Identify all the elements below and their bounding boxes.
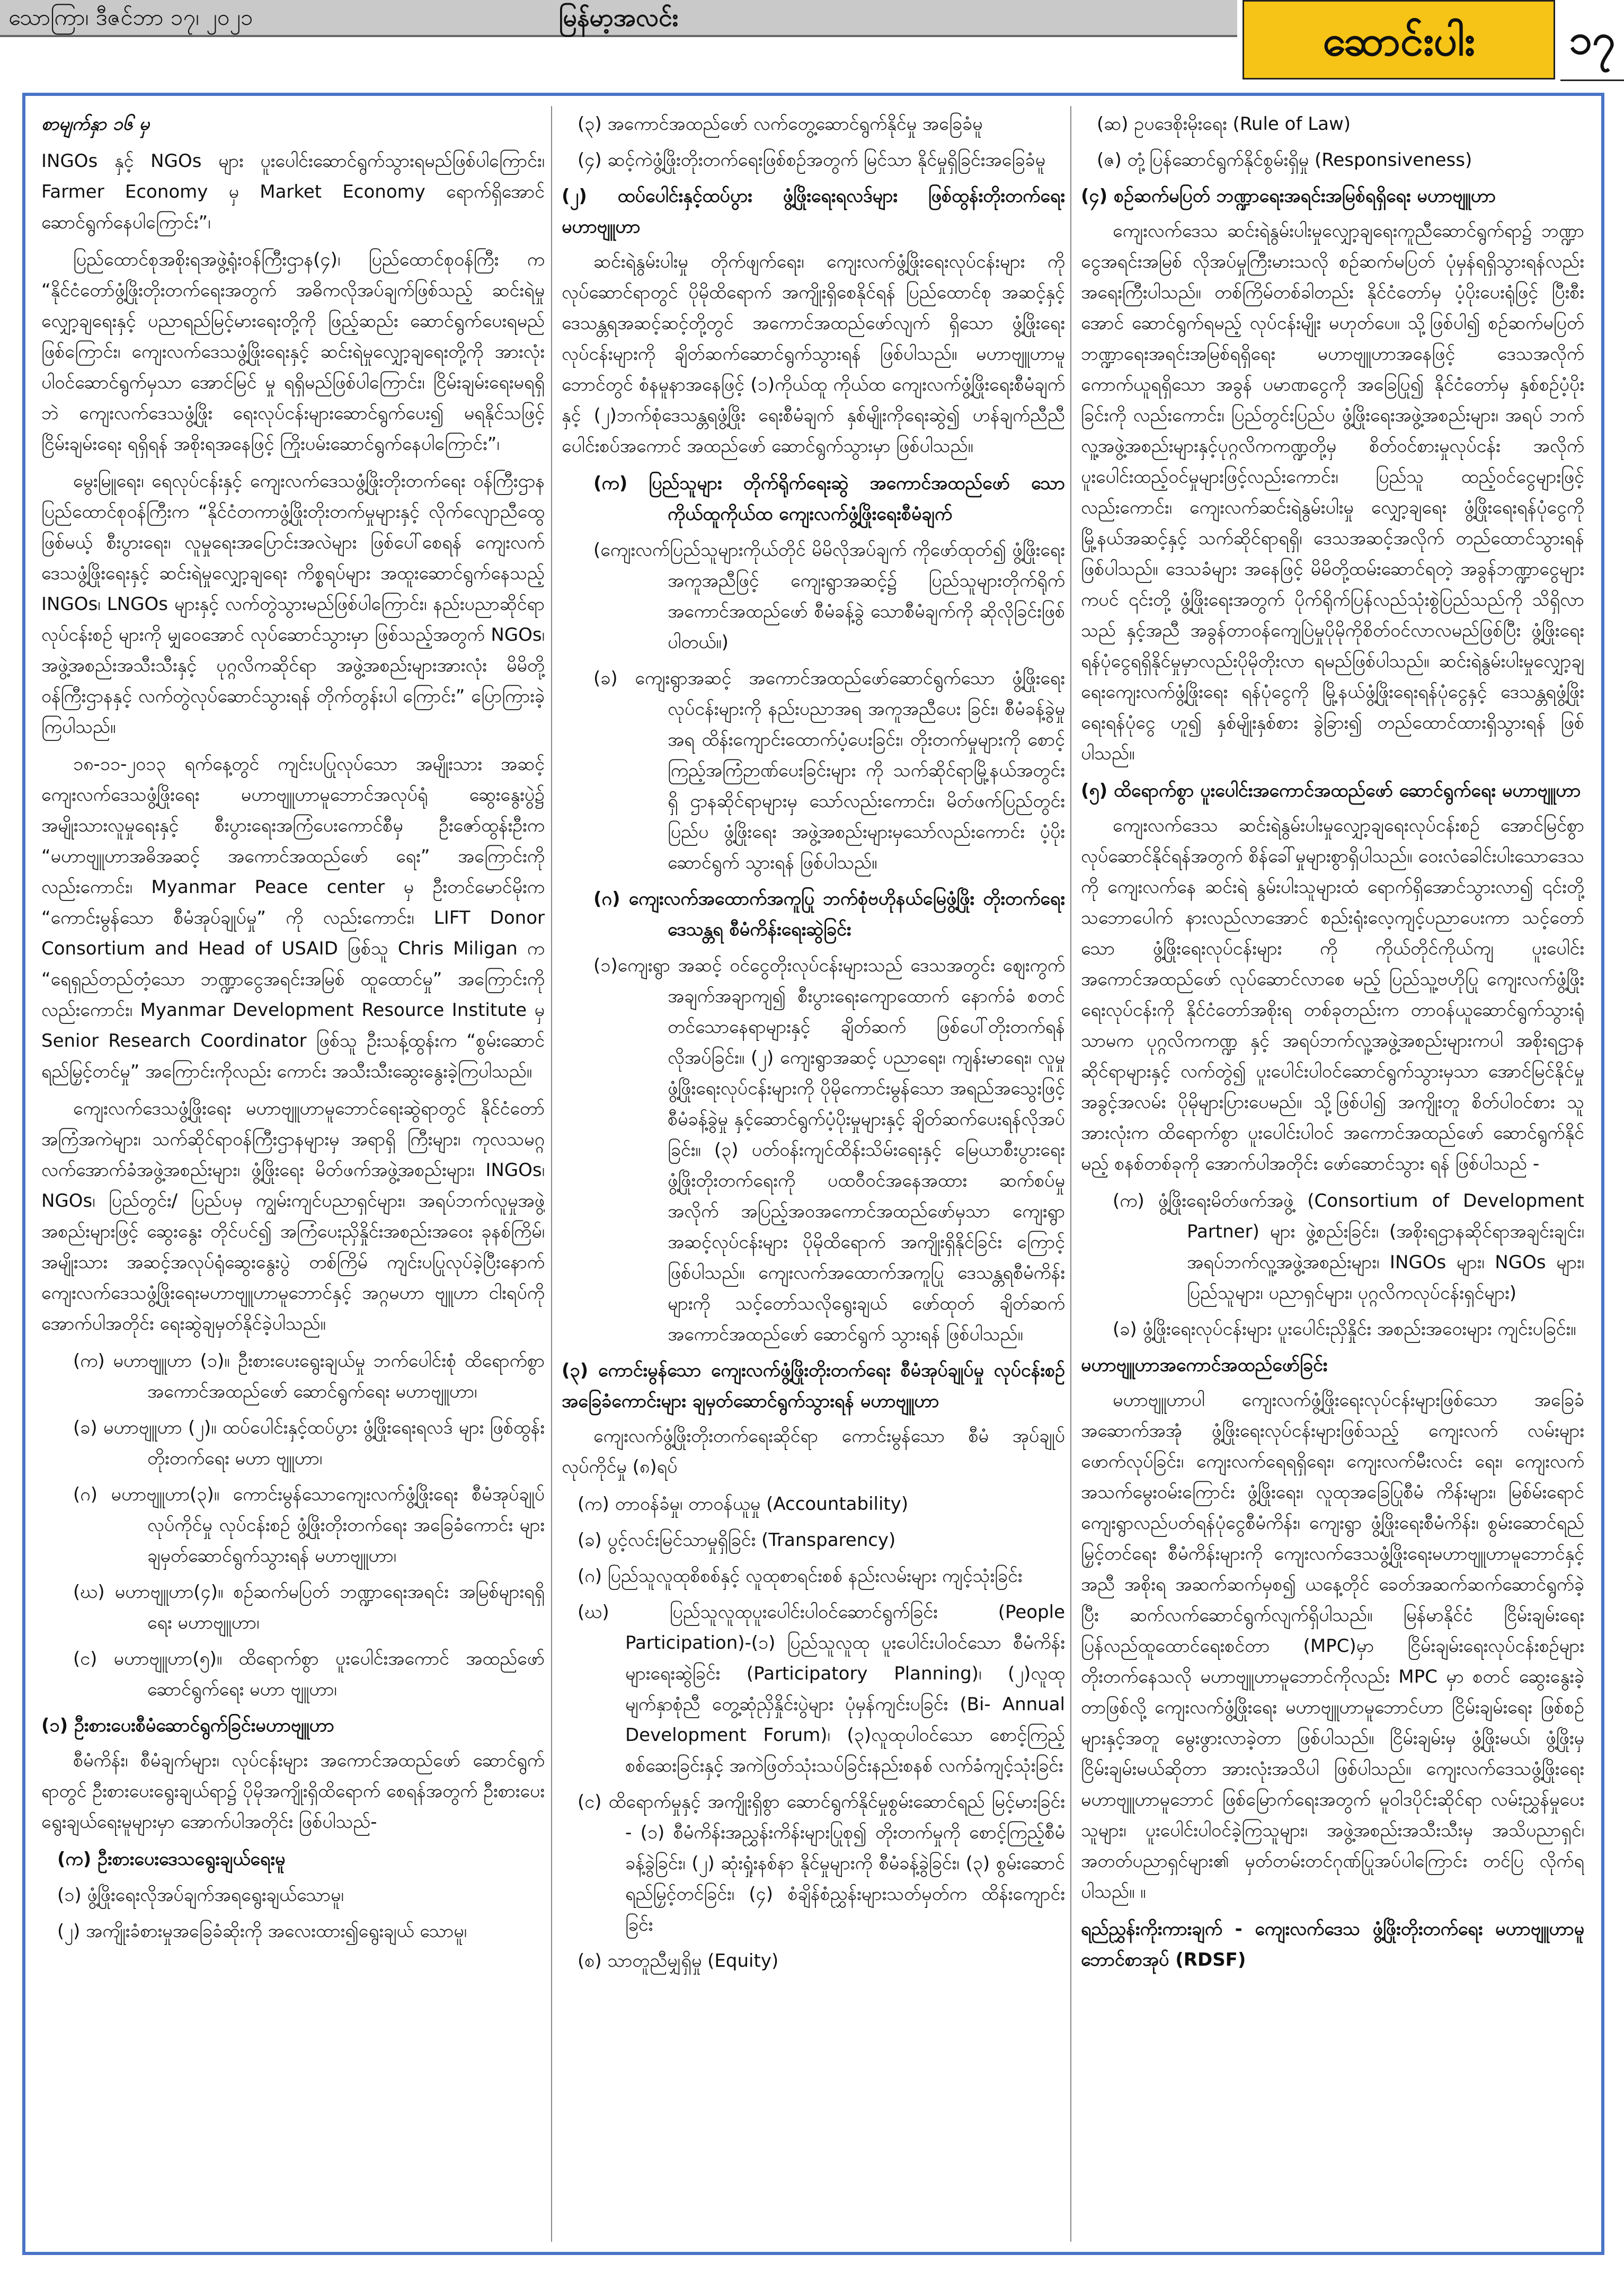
article-paragraph: (က) ဦးစားပေးဒေသရွေးချယ်ရေးမူ [57, 1849, 286, 1870]
article-paragraph: (ကျေးလက်ပြည်သူများကိုယ်တိုင် မိမိလိုအပ်ချက် ကိုဖော်ထုတ်၍ ဖွံ့ဖြိုးရေးအကူအညီဖြင့် ကျေးရွာအဆင့်၌ ပြည်သူများတိုက်ရိုက် အကောင်အထည်ဖော် စီမံခန့်ခွဲ သောစီမံချက်ကို ဆိုလိုခြင်းဖြစ်ပါတယ်။) [593, 540, 1065, 653]
article-paragraph: ကျေးလက်ဖွံ့ဖြိုးတိုးတက်ရေးဆိုင်ရာ ကောင်းမွန်သော စီမံ အုပ်ချုပ်လုပ်ကိုင်မှု (၈)ရပ် [562, 1426, 1065, 1478]
article-paragraph: ကျေးလက်ဒေသ ဆင်းရဲနွမ်းပါးမှုလျှော့ချရေးကူညီဆောင်ရွက်ရာ၌ ဘဏ္ဍာငွေအရင်းအမြစ် လိုအပ်မှုကြီးမားသလို စဉ်ဆက်မပြတ် ပုံမှန်ရရှိသွားရန်လည်း အရေးကြီးပါသည်။ တစ်ကြိမ်တစ်ခါတည်း နိုင်ငံတော်မှ ပံ့ပိုးပေးရုံဖြင့် ပြီးစီးအောင် ဆောင်ရွက်ရမည့် လုပ်ငန်းမျိုး မဟုတ်ပေ။ သို့ဖြစ်ပါ၍ စဉ်ဆက်မပြတ် ဘဏ္ဍာရေးအရင်းအမြစ်ရရှိရေး မဟာဗျူဟာအနေဖြင့် ဒေသအလိုက် ကောက်ယူရရှိသော အခွန် ပမာဏငွေကို အခြေပြု၍ နိုင်ငံတော်မှ နှစ်စဉ်ပံ့ပိုးခြင်းကို လည်းကောင်း၊ ပြည်တွင်းပြည်ပ ဖွံ့ဖြိုးရေးအဖွဲ့အစည်းများ၊ အရပ် ဘက်လူ့အဖွဲ့အစည်းများနှင့်ပုဂ္ဂလိကကဏ္ဍတို့မှ စိတ်ဝင်စားမှုလုပ်ငန်း အလိုက် ပူးပေါင်းထည့်ဝင်မှုများဖြင့်လည်းကောင်း၊ ပြည်သူ ထည့်ဝင်ငွေများဖြင့်လည်းကောင်း၊ ကျေးလက်ဆင်းရဲနွမ်းပါးမှု လျှော့ချရေး ဖွံ့ဖြိုးရေးရန်ပုံငွေကို မြို့နယ်အဆင့်နှင့် သက်ဆိုင်ရာရရှိ၊ ဒေသအဆင့်အလိုက် တည်ထောင်သွားရန် ဖြစ်ပါသည်။ ဒေသခံများ အနေဖြင့် မိမိတို့ထမ်းဆောင်ရတဲ့ အခွန်ဘဏ္ဍာငွေများကပင် ၎င်းတို့ ဖွံ့ဖြိုးရေးအတွက် ပိုက်ရိုက်ပြန်လည်သုံးစွဲပြည်သည်ကို သိရှိလာသည် နှင့်အညီ အခွန်တာဝန်ကျေပြဲမှုပိုမိုကိုစိတ်ဝင်လာလမည်ဖြစ်ပြီး ဖွံ့ဖြိုးရေးရန်ပုံငွေရရှိနိုင်မှုမှာလည်းပိုမိုတိုးလာ ရမည်ဖြစ်ပါသည်။ ဆင်းရဲနွမ်းပါးမှုလျှော့ချရေးကျေးလက်ဖွံ့ဖြိုးရေး ရန်ပုံငွေကို မြို့နယ်ဖွံ့ဖြိုးရေးရန်ပုံငွေနှင့် ဒေသန္တရဖွံ့ဖြိုးရေးရန်ပုံငွေ ဟူ၍ နှစ်မျိုးနှစ်စား ခွဲခြား၍ တည်ထောင်ထားရှိသွားရန် ဖြစ်ပါသည်။ [1081, 220, 1584, 764]
newspaper-name: မြန်မာ့အလင်း [558, 3, 679, 32]
issue-date: သောကြာ၊ ဒီဇင်ဘာ ၁၇၊ ၂၀၂၁ [8, 4, 253, 30]
article-paragraph: (က) ဖွံ့ဖြိုးရေးမိတ်ဖက်အဖွဲ့ (Consortium of Development Partner) များ ဖွဲ့စည်းခြင်း၊ (အစိုးရဌာနဆိုင်ရာအချင်းချင်း၊ အရပ်ဘက်လူ့အဖွဲ့အစည်းများ၊ INGOs များ၊ NGOs များ၊ ပြည်သူများ၊ ပညာရှင်များ၊ ပုဂ္ဂလိကလုပ်ငန်းရှင်များ) [1113, 1190, 1584, 1304]
article-paragraph: (ဂ) ကျေးလက်အထောက်အကူပြု ဘက်စုံဗဟိုနယ်မြေဖွံ့ဖြိုး တိုးတက်ရေး ဒေသန္တရ စီမံကိန်းရေးဆွဲခြင်း [593, 888, 1065, 940]
article-paragraph: (ခ) မဟာဗျူဟာ (၂)။ ထပ်ပေါင်းနှင့်ထပ်ပွား ဖွံ့ဖြိုးရေးရလဒ် များ ဖြစ်ထွန်းတိုးတက်ရေး မဟာ ဗျူဟာ၊ [73, 1417, 545, 1469]
page-number: ၁၇ [1560, 0, 1624, 81]
column-divider [1070, 106, 1071, 2242]
article-paragraph: စာမျက်နှာ ၁၆ မှ [41, 113, 150, 135]
article-column-1 [41, 109, 545, 2239]
article-paragraph: ကျေးလက်ဒေသ ဆင်းရဲနွမ်းပါးမှုလျှော့ချရေးလုပ်ငန်းစဉ် အောင်မြင်စွာ လုပ်ဆောင်နိုင်ရန်အတွက် စိန်ခေါ်မှုများစွာရှိပါသည်။ ဝေးလံခေါင်းပါးသောဒေသကို ကျေးလက်နေ ဆင်းရဲ နွမ်းပါးသူများထံ ရောက်ရှိအောင်သွားလာ၍ ၎င်းတို့သဘောပေါက် နားလည်လာအောင် စည်းရုံးလေ့ကျင့်ပညာပေးကာ သင့်တော်သော ဖွံ့ဖြိုးရေးလုပ်ငန်းများ ကို ကိုယ်တိုင်ကိုယ်ကျ ပူးပေါင်းအကောင်အထည်ဖော် လုပ်ဆောင်လာစေ မည့် ပြည်သူ့ဗဟိုပြု ကျေးလက်ဖွံ့ဖြိုးရေးလုပ်ငန်းကို နိုင်ငံတော်အစိုးရ တစ်ခုတည်းက တာဝန်ယူဆောင်ရွက်သွားရုံသာမက ပုဂ္ဂလိကကဏ္ဍ နှင့် အရပ်ဘက်လူ့အဖွဲ့အစည်းများကပါ အစိုးရဌာနဆိုင်ရာများနှင့် လက်တွဲ၍ ပူးပေါင်းပါဝင်ဆောင်ရွက်သွားမှသာ အောင်မြင်နိုင်မှု အခွင့်အလမ်း ပိုမိုများပြားပေမည်။ သို့ဖြစ်ပါ၍ အကျိုးတူ စိတ်ပါဝင်စား သူအားလုံးက ထိရောက်စွာ ပူးပေါင်းပါဝင် အကောင်အထည်ဖော် ဆောင်ရွက်နိုင်မည့် စနစ်တစ်ခုကို အောက်ပါအတိုင်း ဖော်ဆောင်သွား ရန် ဖြစ်ပါသည် - [1081, 815, 1584, 1174]
article-paragraph: ပြည်ထောင်စုအစိုးရအဖွဲ့ရုံးဝန်ကြီးဌာန(၄)၊ ပြည်ထောင်စုဝန်ကြီး က “နိုင်ငံတော်ဖွံ့ဖြိုးတိုးတက်ရေးအတွက် အဓိကလိုအပ်ချက်ဖြစ်သည့် ဆင်းရဲမှုလျှော့ချရေးနှင့် ပညာရည်မြင့်မားရေးတို့ကို ဖြည့်ဆည်း ဆောင်ရွက်ပေးရမည်ဖြစ်ကြောင်း၊ ကျေးလက်ဒေသဖွံ့ဖြိုးရေးနှင့် ဆင်းရဲမှုလျှော့ချရေးတို့ကို အားလုံးပါဝင်ဆောင်ရွက်မှသာ အောင်မြင် မှု ရရှိမည်ဖြစ်ပါကြောင်း၊ ငြိမ်းချမ်းရေးမရရှိဘဲ ကျေးလက်ဒေသဖွံ့ဖြိုး ရေးလုပ်ငန်းများဆောင်ရွက်ပေး၍ မရနိုင်သဖြင့် ငြိမ်းချမ်းရေး ရရှိရန် အစိုးရအနေဖြင့် ကြိုးပမ်းဆောင်ရွက်နေပါကြောင်း”၊ [41, 249, 545, 455]
article-paragraph: (က) ပြည်သူများ တိုက်ရိုက်ရေးဆွဲ အကောင်အထည်ဖော် သော ကိုယ်ထူကိုယ်ထ ကျေးလက်ဖွံ့ဖြိုးရေးစီမံချက် [593, 473, 1065, 525]
article-paragraph: (ဂ) မဟာဗျူဟာ(၃)။ ကောင်းမွန်သောကျေးလက်ဖွံ့ဖြိုးရေး စီမံအုပ်ချုပ်လုပ်ကိုင်မှု လုပ်ငန်းစဉ် ဖွံ့ဖြိုးတိုးတက်ရေး အခြေခံကောင်း များ ချမှတ်ဆောင်ရွက်သွားရန် မဟာဗျူဟာ၊ [73, 1484, 545, 1567]
article-column-3 [1081, 109, 1584, 2239]
article-paragraph: (င) ထိရောက်မှုနှင့် အကျိုးရှိစွာ ဆောင်ရွက်နိုင်မှုစွမ်းဆောင်ရည် မြင့်မားခြင်း - (၁) စီမံကိန်းအညွှန်းကိန်းများပြုစု၍ တိုးတက်မှုကို စောင့်ကြည့်စီမံခန့်ခွဲခြင်း၊ (၂) ဆုံးရှုံးနစ်နာ နိုင်မှုများကို စီမံခန့်ခွဲခြင်း၊ (၃) စွမ်းဆောင်ရည်မြှင့်တင်ခြင်း၊ (၄) စံချိန်စံညွှန်းများသတ်မှတ်က ထိန်းကျောင်းခြင်း [578, 1791, 1065, 1935]
section-heading: (၃) ကောင်းမွန်သော ကျေးလက်ဖွံ့ဖြိုးတိုးတက်ရေး စီမံအုပ်ချုပ်မှု လုပ်ငန်းစဉ် အခြေခံကောင်းများ ချမှတ်ဆောင်ရွက်သွားရန် မဟာဗျူဟာ [562, 1360, 1065, 1412]
article-paragraph: (၄) ဆင့်ကဲဖွံ့ဖြိုးတိုးတက်ရေးဖြစ်စဉ်အတွက် မြင်သာ နိုင်မှုရှိခြင်းအခြေခံမူ [578, 149, 1046, 171]
article-paragraph: မဟာဗျူဟာပါ ကျေးလက်ဖွံ့ဖြိုးရေးလုပ်ငန်းများဖြစ်သော အခြေခံအဆောက်အအုံ ဖွံ့ဖြိုးရေးလုပ်ငန်းများဖြစ်သည့် ကျေးလက် လမ်းများဖောက်လုပ်ခြင်း၊ ကျေးလက်ရေရရှိရေး၊ ကျေးလက်မီးလင်း ရေး၊ ကျေးလက်အသက်မွေးဝမ်းကြောင်း ဖွံ့ဖြိုးရေး၊ လူထုအခြေပြုစီမံ ကိန်းများ၊ မြစ်မ်းရောင်ကျေးရွာလည်ပတ်ရန်ပုံငွေစီမံကိန်း၊ ကျေးရွာ ဖွံ့ဖြိုးရေးစီမံကိန်း၊ စွမ်းဆောင်ရည်မြှင့်တင်ရေး စီမံကိန်းများကို ကျေးလက်ဒေသဖွံ့ဖြိုးရေးမဟာဗျူဟာမူဘောင်နှင့်အညီ အစိုးရ အဆက်ဆက်မှစ၍ ယနေ့တိုင် ခေတ်အဆက်ဆက်ဆောင်ရွက်ခဲ့ပြီး ဆက်လက်ဆောင်ရွက်လျက်ရှိပါသည်။ မြန်မာနိုင်ငံ ငြိမ်းချမ်းရေး ပြန်လည်ထူထောင်ရေးစင်တာ (MPC)မှာ ငြိမ်းချမ်းရေးလုပ်ငန်းစဉ်များ တိုးတက်နေသလို မဟာဗျူဟာမူဘောင်ကိုလည်း MPC မှာ စတင် ဆွေးနွေးခဲ့တာဖြစ်လို့ ကျေးလက်ဖွံ့ဖြိုးရေး မဟာဗျူဟာမူဘောင်ဟာ ငြိမ်းချမ်းရေး ဖြစ်စဉ်များနှင့်အတူ မွေးဖွားလာခဲ့တာ ဖြစ်ပါသည်။ ငြိမ်းချမ်းမှ ဖွံ့ဖြိုးမယ်၊ ဖွံ့ဖြိုးမှငြိမ်းချမ်းမယ်ဆိုတာ အားလုံးအသိပါ ဖြစ်ပါသည်။ ကျေးလက်ဒေသဖွံ့ဖြိုးရေး မဟာဗျူဟာမူဘောင် ဖြစ်မြောက်ရေးအတွက် မူဝါဒပိုင်းဆိုင်ရာ လမ်းညွှန်မှုပေးသူများ၊ ပူးပေါင်းပါဝင်ခဲ့ကြသူများ၊ အဖွဲ့အစည်းအသီးသီးမှ အသိပညာရှင်၊ အတတ်ပညာရှင်များ၏ မှတ်တမ်းတင်ဂုဏ်ပြုအပ်ပါကြောင်း တင်ပြ လိုက်ရပါသည်။ ။ [1081, 1390, 1584, 1903]
column-divider [551, 106, 552, 2242]
section-heading: (၂) ထပ်ပေါင်းနှင့်ထပ်ပွား ဖွံ့ဖြိုးရေးရလဒ်များ ဖြစ်ထွန်းတိုးတက်ရေး မဟာဗျူဟာ [562, 185, 1065, 237]
article-paragraph: (ခ) ပွင့်လင်းမြင်သာမှုရှိခြင်း (Transparency) [578, 1529, 896, 1551]
article-paragraph: (၁) ဖွံ့ဖြိုးရေးလိုအပ်ချက်အရရွေးချယ်သောမူ၊ [57, 1885, 344, 1906]
article-paragraph: ကျေးလက်ဒေသဖွံ့ဖြိုးရေး မဟာဗျူဟာမူဘောင်ရေးဆွဲရာတွင် နိုင်ငံတော်အကြံအကဲများ၊ သက်ဆိုင်ရာဝန်ကြီးဌာနများမှ အရာရှိ ကြီးများ၊ ကုလသမဂ္ဂလက်အောက်ခံအဖွဲ့အစည်းများ၊ ဖွံ့ဖြိုးရေး မိတ်ဖက်အဖွဲ့အစည်းများ၊ INGOs၊ NGOs၊ ပြည်တွင်း/ ပြည်ပမှ ကျွမ်းကျင်ပညာရှင်များ၊ အရပ်ဘက်လူမှုအဖွဲ့အစည်းများဖြင့် ဆွေးနွေး တိုင်ပင်၍ အကြံပေးညှိနှိုင်းအစည်းအဝေး ခုနစ်ကြိမ်၊ အမျိုးသား အဆင့်အလုပ်ရုံဆွေးနွေးပွဲ တစ်ကြိမ် ကျင်းပပြုလုပ်ခဲ့ပြီးနောက် ကျေးလက်ဒေသဖွံ့ဖြိုးရေးမဟာဗျူဟာမူဘောင်နှင့် အဂ္ဂမဟာ ဗျူဟာ ငါးရပ်ကို အောက်ပါအတိုင်း ရေးဆွဲချမှတ်နိုင်ခဲ့ပါသည်။ [41, 1098, 545, 1334]
section-title: ဆောင်းပါး [1243, 0, 1555, 79]
article-paragraph: (စ) သာတူညီမျှရှိမှု (Equity) [578, 1950, 779, 1971]
article-paragraph: INGOs နှင့် NGOs များ ပူးပေါင်းဆောင်ရွက်သွားရမည်ဖြစ်ပါကြောင်း၊ Farmer Economy မှ Market Economy ရောက်ရှိအောင် ဆောင်ရွက်နေပါကြောင်း”၊ [41, 151, 545, 233]
article-paragraph: (ခ) ကျေးရွာအဆင့် အကောင်အထည်ဖော်ဆောင်ရွက်သော ဖွံ့ဖြိုးရေးလုပ်ငန်းများကို နည်းပညာအရ အကူအညီပေး ခြင်း၊ စီမံခန့်ခွဲမှုအရ ထိန်းကျောင်းထောက်ပံ့ပေးခြင်း၊ တိုးတက်မှုများကို စောင့်ကြည့်အကြံဉာဏ်ပေးခြင်းများ ကို သက်ဆိုင်ရာမြို့နယ်အတွင်းရှိ ဌာနဆိုင်ရာများမှ သော်လည်းကောင်း၊ မိတ်ဖက်ပြည်တွင်းပြည်ပ ဖွံ့ဖြိုးရေး အဖွဲ့အစည်းများမှသော်လည်းကောင်း ပံ့ပိုးဆောင်ရွက် သွားရန် ဖြစ်ပါသည်။ [593, 668, 1065, 873]
section-heading: (၄) စဉ်ဆက်မပြတ် ဘဏ္ဍာရေးအရင်းအမြစ်ရရှိရေး မဟာဗျူဟာ [1081, 185, 1496, 207]
article-paragraph: (ဃ) မဟာဗျူဟာ(၄)။ စဉ်ဆက်မပြတ် ဘဏ္ဍာရေးအရင်း အမြစ်များရရှိရေး မဟာဗျူဟာ၊ [73, 1581, 545, 1633]
article-column-2 [562, 109, 1065, 2239]
article-paragraph: (၃) အကောင်အထည်ဖော် လက်တွေ့ဆောင်ရွက်နိုင်မှု အခြေခံမူ [578, 113, 983, 135]
article-paragraph: (ဃ) ပြည်သူလူထုပူးပေါင်းပါဝင်ဆောင်ရွက်ခြင်း (People Participation)-(၁) ပြည်သူလူထု ပူးပေါင်းပါဝင်သော စီမံကိန်းများရေးဆွဲခြင်း (Participatory Planning)၊ (၂)လူထုမျက်နှာစုံညီ တွေ့ဆုံညှိနှိုင်းပွဲများ ပုံမှန်ကျင်းပခြင်း (Bi- Annual Development Forum)၊ (၃)လူထုပါဝင်သော စောင့်ကြည့်စစ်ဆေးခြင်းနှင့် အကဲဖြတ်သုံးသပ်ခြင်းနည်းစနစ် လက်ခံကျင့်သုံးခြင်း [578, 1602, 1065, 1776]
article-paragraph: (ဆ) ဥပဒေစိုးမိုးရေး (Rule of Law) [1097, 113, 1351, 135]
article-paragraph: မွေးမြူရေး၊ ရေလုပ်ငန်းနှင့် ကျေးလက်ဒေသဖွံ့ဖြိုးတိုးတက်ရေး ဝန်ကြီးဌာန ပြည်ထောင်စုဝန်ကြီးက “နိုင်ငံတကာဖွံ့ဖြိုးတိုးတက်မှုများနှင့် လိုက်လျောညီထွေဖြစ်မယ့် စီးပွားရေး၊ လူမှုရေးအပြောင်းအလဲများ ဖြစ်ပေါ်စေရန် ကျေးလက်ဒေသဖွံ့ဖြိုးရေးနှင့် ဆင်းရဲမှုလျှော့ချရေး ကိစ္စရပ်များ အထူးဆောင်ရွက်နေသည့် INGOs၊ LNGOs များနှင့် လက်တွဲသွားမည်ဖြစ်ပါကြောင်း၊ နည်းပညာဆိုင်ရာလုပ်ငန်းစဉ် များကို မျှဝေအောင် လုပ်ဆောင်သွားမှာ ဖြစ်သည့်အတွက် NGOs၊ အဖွဲ့အစည်းအသီးသီးနှင့် ပုဂ္ဂလိကဆိုင်ရာ အဖွဲ့အစည်းများအားလုံး မိမိတို့ ဝန်ကြီးဌာနနှင့် လက်တွဲလုပ်ဆောင်သွားရန် တိုက်တွန်းပါ ကြောင်း” ပြောကြားခဲ့ကြပါသည်။ [41, 471, 545, 738]
article-paragraph: (ခ) ဖွံ့ဖြိုးရေးလုပ်ငန်းများ ပူးပေါင်းညှိနှိုင်း အစည်းအဝေးများ ကျင်းပခြင်း။ [1113, 1319, 1576, 1340]
article-paragraph: (၁)ကျေးရွာ အဆင့် ဝင်ငွေတိုးလုပ်ငန်းများသည် ဒေသအတွင်း ဈေးကွက်အချက်အချာကျ၍ စီးပွားရေးကျောထောက် နောက်ခံ စတင်တင်သောနေရာများနှင့် ချိတ်ဆက် ဖြစ်ပေါ်တိုးတက်ရန် လိုအပ်ခြင်း။ (၂) ကျေးရွာအဆင့် ပညာရေး၊ ကျန်းမာရေး၊ လူမှုဖွံ့ဖြိုးရေးလုပ်ငန်းများကို ပိုမိုကောင်းမွန်သော အရည်အသွေးဖြင့် စီမံခန့်ခွဲမှု နှင့်ဆောင်ရွက်ပံ့ပိုးမှုများနှင့် ချိတ်ဆက်ပေးရန်လိုအပ်ခြင်း။ (၃) ပတ်ဝန်းကျင်ထိန်းသိမ်းရေးနှင့် မြေယာစီးပွားရေး ဖွံ့ဖြိုးတိုးတက်ရေးကို ပထဝီဝင်အနေအထား ဆက်စပ်မှု အလိုက် အပြည့်အဝအကောင်အထည်ဖော်မှသာ ကျေးရွာ အဆင့်လုပ်ငန်းများ ပိုမိုထိရောက် အကျိုးရှိနိုင်ခြင်း ကြောင့် ဖြစ်ပါသည်။ ကျေးလက်အထောက်အကူပြု ဒေသန္တရစီမံကိန်းများကို သင့်တော်သလိုရွေးချယ် ဖော်ထုတ် ချိတ်ဆက်အကောင်အထည်ဖော် ဆောင်ရွက် သွားရန် ဖြစ်ပါသည်။ [593, 955, 1065, 1345]
reference-note: ရည်ညွှန်းကိုးကားချက် - ကျေးလက်ဒေသ ဖွံ့ဖြိုးတိုးတက်ရေး မဟာဗျူဟာမူဘောင်စာအုပ် (RDSF) [1081, 1918, 1584, 1970]
article-paragraph: စီမံကိန်း၊ စီမံချက်များ၊ လုပ်ငန်းများ အကောင်အထည်ဖော် ဆောင်ရွက်ရာတွင် ဦးစားပေးရွေးချယ်ရာ၌ ပိုမိုအကျိုးရှိထိရောက် စေရန်အတွက် ဦးစားပေးရွေးချယ်ရေးမူများမှာ အောက်ပါအတိုင်း ဖြစ်ပါသည်- [41, 1750, 545, 1833]
article-paragraph: ဆင်းရဲနွမ်းပါးမှု တိုက်ဖျက်ရေး၊ ကျေးလက်ဖွံ့ဖြိုးရေးလုပ်ငန်းများ ကို လုပ်ဆောင်ရာတွင် ပိုမိုထိရောက် အကျိုးရှိစေနိုင်ရန် ပြည်ထောင်စု အဆင့်နှင့် ဒေသန္တရအဆင့်ဆင့်တို့တွင် အကောင်အထည်ဖော်လျက် ရှိသော ဖွံ့ဖြိုးရေးလုပ်ငန်းများကို ချိတ်ဆက်ဆောင်ရွက်သွားရန် ဖြစ်ပါသည်။ မဟာဗျူဟာမူဘောင်တွင် စံနမူနာအနေဖြင့် (၁)ကိုယ်ထူ ကိုယ်ထ ကျေးလက်ဖွံ့ဖြိုးရေးစီမံချက်နှင့် (၂)ဘက်စုံဒေသန္တရဖွံ့ဖြိုး ရေးစီမံချက် နှစ်မျိုးကိုရေးဆွဲ၍ ဟန်ချက်ညီညီ ပေါင်းစပ်အကောင် အထည်ဖော် ဆောင်ရွက်သွားမှာ ဖြစ်ပါသည်။ [562, 251, 1065, 457]
article-paragraph: ၁၈-၁၁-၂၀၁၃ ရက်နေ့တွင် ကျင်းပပြုလုပ်သော အမျိုးသား အဆင့် ကျေးလက်ဒေသဖွံ့ဖြိုးရေး မဟာဗျူဟာမူဘောင်အလုပ်ရုံ ဆွေးနွေးပွဲ၌ အမျိုးသားလူမှုရေးနှင့် စီးပွားရေးအကြံပေးကောင်စီမှ ဦးဇော်ထွန်းဦးက “မဟာဗျူဟာအဓိအဆင့် အကောင်အထည်ဖော် ရေး” အကြောင်းကိုလည်းကောင်း၊ Myanmar Peace center မှ ဦးတင်မောင်မိုးက “ကောင်းမွန်သော စီမံအုပ်ချုပ်မှု” ကို လည်းကောင်း၊ LIFT Donor Consortium and Head of USAID ဖြစ်သူ Chris Miligan က “ရေရှည်တည်တံ့သော ဘဏ္ဍာငွေအရင်းအမြစ် ထူထောင်မှု” အကြောင်းကိုလည်းကောင်း၊ Myanmar Development Resource Institute မှ Senior Research Coordinator ဖြစ်သူ ဦးသန့်ထွန်းက “စွမ်းဆောင်ရည်မြှင့်တင်မှု” အကြောင်းကိုလည်း ကောင်း အသီးသီးဆွေးနွေးခဲ့ကြပါသည်။ [41, 754, 545, 1082]
article-paragraph: (င) မဟာဗျူဟာ(၅)။ ထိရောက်စွာ ပူးပေါင်းအကောင် အထည်ဖော်ဆောင်ရွက်ရေး မဟာ ဗျူဟာ၊ [73, 1648, 545, 1700]
article-paragraph: (က) တာဝန်ခံမှု၊ တာဝန်ယူမှု (Accountability) [578, 1493, 909, 1515]
article-paragraph: (၂) အကျိုးခံစားမှုအခြေခံဆိုးကို အလေးထား၍ရွေးချယ် သောမူ၊ [57, 1921, 467, 1942]
article-paragraph: (ဇ) တုံ့ပြန်ဆောင်ရွက်နိုင်စွမ်းရှိမှု (Responsiveness) [1097, 149, 1472, 171]
section-heading: (၁) ဦးစားပေးစီမံဆောင်ရွက်ခြင်းမဟာဗျူဟာ [41, 1715, 334, 1736]
page-header [0, 0, 1624, 79]
article-paragraph: (က) မဟာဗျူဟာ (၁)။ ဦးစားပေးရွေးချယ်မှု ဘက်ပေါင်းစုံ ထိရောက်စွာ အကောင်အထည်ဖော် ဆောင်ရွက်ရေး မဟာဗျူဟာ၊ [73, 1350, 545, 1402]
section-heading: မဟာဗျူဟာအကောင်အထည်ဖော်ခြင်း [1081, 1355, 1328, 1376]
section-heading: (၅) ထိရောက်စွာ ပူးပေါင်းအကောင်အထည်ဖော် ဆောင်ရွက်ရေး မဟာဗျူဟာ [1081, 780, 1581, 801]
article-paragraph: (ဂ) ပြည်သူလူထုစိစစ်နှင့် လူထုစာရင်းစစ် နည်းလမ်းများ ကျင့်သုံးခြင်း [578, 1566, 1023, 1587]
